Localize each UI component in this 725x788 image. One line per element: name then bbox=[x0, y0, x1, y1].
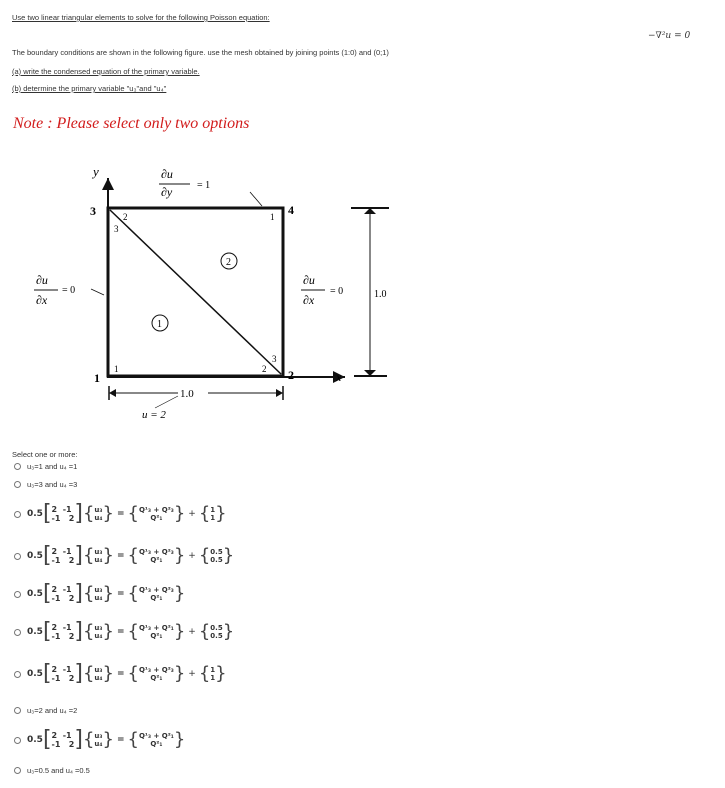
coefficient: 0.5 bbox=[27, 735, 43, 745]
bracket-right: ] bbox=[74, 727, 83, 752]
vector-cell: Q²₁ bbox=[150, 632, 163, 640]
brace-left: { bbox=[82, 621, 95, 642]
matrix-cell: 2 bbox=[68, 594, 75, 603]
bracket-right: ] bbox=[74, 619, 83, 644]
stiffness-matrix bbox=[52, 665, 75, 683]
matrix-cell: 2 bbox=[68, 632, 75, 641]
vector-cell: u₄ bbox=[94, 674, 103, 682]
radio-button[interactable] bbox=[14, 591, 21, 598]
coefficient: 0.5 bbox=[27, 627, 43, 637]
matrix-cell: -1 bbox=[62, 547, 72, 556]
brace-right: } bbox=[222, 621, 235, 642]
brace-right: } bbox=[222, 545, 235, 566]
vector-cell: u₃ bbox=[94, 732, 103, 740]
flux-vector bbox=[139, 666, 174, 682]
vector-cell: Q¹₃ + Q²₃ bbox=[138, 506, 174, 514]
bracket-left: [ bbox=[42, 661, 52, 686]
matrix-cell: 2 bbox=[51, 547, 58, 556]
vector-cell: Q²₁ bbox=[150, 594, 163, 602]
unknown-vector bbox=[94, 666, 102, 682]
stiffness-matrix bbox=[52, 547, 75, 565]
source-vector bbox=[210, 548, 222, 564]
brace-right: } bbox=[102, 621, 114, 642]
vector-cell: Q²₁ bbox=[150, 556, 163, 564]
flux-vector bbox=[139, 732, 174, 748]
plus-sign: + bbox=[188, 669, 196, 679]
answer-option[interactable] bbox=[14, 501, 227, 526]
flux-vector bbox=[139, 506, 174, 522]
radio-button[interactable] bbox=[14, 737, 21, 744]
local-node-e1-1: 1 bbox=[114, 364, 119, 374]
radio-button[interactable] bbox=[14, 481, 21, 488]
coefficient: 0.5 bbox=[27, 669, 43, 679]
matrix-cell: 2 bbox=[68, 556, 75, 565]
bracket-left: [ bbox=[42, 581, 52, 606]
brace-left: { bbox=[198, 545, 211, 566]
matrix-cell: -1 bbox=[62, 731, 72, 740]
matrix-cell: -1 bbox=[51, 740, 61, 749]
local-node-e2-3: 3 bbox=[272, 354, 277, 364]
top-bc-numerator: ∂u bbox=[161, 167, 173, 181]
vector-cell: u₄ bbox=[94, 556, 103, 564]
option-equation bbox=[27, 619, 235, 644]
question-part-b: (b) determine the primary variable "u₃"and "u₄" bbox=[12, 84, 167, 93]
brace-left: { bbox=[82, 583, 95, 604]
unknown-vector bbox=[94, 548, 102, 564]
equals-sign: = bbox=[116, 627, 125, 637]
equals-sign: = bbox=[116, 669, 125, 679]
stiffness-matrix bbox=[52, 731, 75, 749]
brace-right: } bbox=[102, 583, 114, 604]
answer-option[interactable] bbox=[14, 727, 186, 752]
vector-cell: 0.5 bbox=[210, 624, 223, 632]
brace-left: { bbox=[82, 545, 95, 566]
coefficient: 0.5 bbox=[27, 509, 43, 519]
coefficient: 0.5 bbox=[27, 551, 43, 561]
vector-cell: 0.5 bbox=[210, 548, 223, 556]
vector-cell: Q¹₃ + Q²₁ bbox=[138, 732, 174, 740]
right-bc-numerator: ∂u bbox=[303, 273, 315, 287]
answer-option[interactable] bbox=[14, 706, 77, 715]
element-label-2: 2 bbox=[226, 257, 231, 268]
answer-option[interactable] bbox=[14, 480, 77, 489]
plus-sign: + bbox=[188, 509, 196, 519]
vector-cell: 0.5 bbox=[210, 632, 223, 640]
vector-cell: u₄ bbox=[94, 740, 103, 748]
vector-cell: u₄ bbox=[94, 514, 103, 522]
brace-right: } bbox=[215, 663, 227, 684]
matrix-cell: -1 bbox=[51, 594, 61, 603]
unknown-vector bbox=[94, 586, 102, 602]
vector-cell: 1 bbox=[210, 674, 216, 682]
equals-sign: = bbox=[116, 589, 125, 599]
vector-cell: 1 bbox=[210, 514, 216, 522]
radio-button[interactable] bbox=[14, 629, 21, 636]
bracket-right: ] bbox=[74, 661, 83, 686]
brace-right: } bbox=[173, 663, 186, 684]
flux-vector bbox=[139, 548, 174, 564]
vector-cell: u₃ bbox=[94, 548, 103, 556]
brace-left: { bbox=[127, 503, 139, 524]
radio-button[interactable] bbox=[14, 511, 21, 518]
brace-right: } bbox=[173, 503, 186, 524]
matrix-cell: -1 bbox=[62, 585, 72, 594]
matrix-cell: 2 bbox=[68, 674, 75, 683]
global-node-4: 4 bbox=[288, 203, 294, 217]
select-prompt: Select one or more: bbox=[12, 450, 78, 459]
radio-button[interactable] bbox=[14, 463, 21, 470]
matrix-cell: 2 bbox=[51, 665, 58, 674]
global-node-1: 1 bbox=[94, 371, 100, 385]
bracket-left: [ bbox=[42, 619, 52, 644]
brace-left: { bbox=[127, 583, 139, 604]
option-equation bbox=[27, 661, 227, 686]
brace-right: } bbox=[102, 663, 114, 684]
brace-left: { bbox=[82, 729, 95, 750]
question-part-a: (a) write the condensed equation of the primary variable. bbox=[12, 67, 200, 76]
vector-cell: u₃ bbox=[94, 666, 103, 674]
answer-option[interactable] bbox=[14, 766, 90, 775]
brace-left: { bbox=[127, 729, 139, 750]
vector-cell: 0.5 bbox=[210, 556, 223, 564]
matrix-cell: -1 bbox=[51, 674, 61, 683]
height-dimension: 1.0 bbox=[374, 289, 387, 300]
vector-cell: u₄ bbox=[94, 594, 103, 602]
brace-right: } bbox=[102, 545, 114, 566]
bottom-bc: u = 2 bbox=[142, 409, 166, 421]
left-bc-denominator: ∂x bbox=[36, 293, 48, 307]
stiffness-matrix bbox=[52, 585, 75, 603]
plus-sign: + bbox=[188, 627, 196, 637]
option-equation bbox=[27, 727, 186, 752]
stiffness-matrix bbox=[52, 623, 75, 641]
brace-left: { bbox=[127, 663, 139, 684]
unknown-vector bbox=[94, 506, 102, 522]
equals-sign: = bbox=[116, 509, 125, 519]
option-label: u₃=0.5 and u₄ =0.5 bbox=[27, 766, 90, 775]
element-label-1: 1 bbox=[157, 319, 162, 330]
vector-cell: Q²₁ bbox=[150, 674, 163, 682]
vector-cell: Q¹₃ + Q²₃ bbox=[138, 548, 174, 556]
radio-button[interactable] bbox=[14, 671, 21, 678]
brace-left: { bbox=[127, 621, 139, 642]
left-bc-value: = 0 bbox=[62, 285, 76, 296]
vector-cell: u₃ bbox=[94, 586, 103, 594]
vector-cell: u₄ bbox=[94, 632, 103, 640]
brace-left: { bbox=[198, 621, 211, 642]
bracket-right: ] bbox=[74, 543, 83, 568]
vector-cell: Q¹₃ + Q²₃ bbox=[138, 586, 174, 594]
matrix-cell: 2 bbox=[51, 731, 58, 740]
vector-cell: Q¹₃ + Q²₁ bbox=[138, 624, 174, 632]
bracket-right: ] bbox=[74, 501, 83, 526]
brace-right: } bbox=[173, 729, 186, 750]
diagonal-element-boundary bbox=[110, 210, 281, 374]
brace-left: { bbox=[127, 545, 139, 566]
option-equation bbox=[27, 501, 227, 526]
matrix-cell: -1 bbox=[62, 623, 72, 632]
stiffness-matrix bbox=[52, 505, 75, 523]
flux-vector bbox=[139, 586, 174, 602]
radio-button[interactable] bbox=[14, 767, 21, 774]
vector-cell: 1 bbox=[210, 666, 216, 674]
option-label: u₃=3 and u₄ =3 bbox=[27, 480, 78, 489]
matrix-cell: -1 bbox=[62, 505, 72, 514]
answer-option[interactable] bbox=[14, 581, 186, 606]
option-label: u₃=2 and u₄ =2 bbox=[27, 706, 78, 715]
local-node-e2-2: 2 bbox=[123, 212, 128, 222]
equals-sign: = bbox=[116, 735, 125, 745]
question-line-2: The boundary conditions are shown in the following figure. use the mesh obtained by joining points (1:0) and (0;1) bbox=[12, 48, 389, 57]
vector-cell: Q²₁ bbox=[150, 514, 163, 522]
note-text: Note : Please select only two options bbox=[13, 115, 250, 132]
matrix-cell: 2 bbox=[51, 623, 58, 632]
left-bc-numerator: ∂u bbox=[36, 273, 48, 287]
bracket-left: [ bbox=[42, 727, 52, 752]
right-bc-value: = 0 bbox=[330, 286, 344, 297]
matrix-cell: 2 bbox=[51, 585, 58, 594]
bracket-left: [ bbox=[42, 501, 52, 526]
radio-button[interactable] bbox=[14, 553, 21, 560]
unknown-vector bbox=[94, 624, 102, 640]
equals-sign: = bbox=[116, 551, 125, 561]
vector-cell: Q¹₃ + Q²₃ bbox=[138, 666, 174, 674]
brace-right: } bbox=[215, 503, 227, 524]
brace-left: { bbox=[198, 503, 211, 524]
vector-cell: u₃ bbox=[94, 624, 103, 632]
plus-sign: + bbox=[188, 551, 196, 561]
brace-left: { bbox=[82, 663, 95, 684]
brace-left: { bbox=[198, 663, 211, 684]
brace-right: } bbox=[173, 545, 186, 566]
matrix-cell: 2 bbox=[68, 514, 75, 523]
option-equation bbox=[27, 581, 186, 606]
width-dimension: 1.0 bbox=[180, 388, 194, 400]
brace-left: { bbox=[82, 503, 95, 524]
answer-option[interactable] bbox=[14, 543, 235, 568]
right-bc-denominator: ∂x bbox=[303, 293, 315, 307]
source-vector bbox=[210, 624, 222, 640]
bracket-right: ] bbox=[74, 581, 83, 606]
vector-cell: u₃ bbox=[94, 506, 103, 514]
global-node-2: 2 bbox=[288, 368, 294, 382]
x-axis-label: x bbox=[336, 370, 342, 384]
global-node-3: 3 bbox=[90, 204, 96, 218]
brace-right: } bbox=[173, 621, 186, 642]
matrix-cell: -1 bbox=[51, 514, 61, 523]
question-line-1: Use two linear triangular elements to solve for the following Poisson equation: bbox=[12, 13, 270, 22]
local-node-e2-1: 1 bbox=[270, 212, 275, 222]
vector-cell: 1 bbox=[210, 506, 216, 514]
matrix-cell: -1 bbox=[51, 556, 61, 565]
answer-option[interactable] bbox=[14, 661, 227, 686]
poisson-equation: −∇²u = 0 bbox=[648, 31, 691, 41]
top-bc-denominator: ∂y bbox=[161, 185, 173, 199]
matrix-cell: 2 bbox=[51, 505, 58, 514]
matrix-cell: -1 bbox=[62, 665, 72, 674]
bracket-left: [ bbox=[42, 543, 52, 568]
matrix-cell: -1 bbox=[51, 632, 61, 641]
local-node-e1-3: 3 bbox=[114, 224, 119, 234]
y-axis-label: y bbox=[93, 164, 99, 179]
brace-right: } bbox=[173, 583, 186, 604]
top-bc-value: = 1 bbox=[197, 180, 211, 191]
coefficient: 0.5 bbox=[27, 589, 43, 599]
flux-vector bbox=[139, 624, 174, 640]
local-node-e1-2: 2 bbox=[262, 364, 267, 374]
radio-button[interactable] bbox=[14, 707, 21, 714]
answer-option[interactable] bbox=[14, 462, 77, 471]
brace-right: } bbox=[102, 729, 114, 750]
option-equation bbox=[27, 543, 235, 568]
matrix-cell: 2 bbox=[68, 740, 75, 749]
vector-cell: Q²₁ bbox=[150, 740, 163, 748]
brace-right: } bbox=[102, 503, 114, 524]
unknown-vector bbox=[94, 732, 102, 748]
option-label: u₃=1 and u₄ =1 bbox=[27, 462, 78, 471]
answer-option[interactable] bbox=[14, 619, 235, 644]
